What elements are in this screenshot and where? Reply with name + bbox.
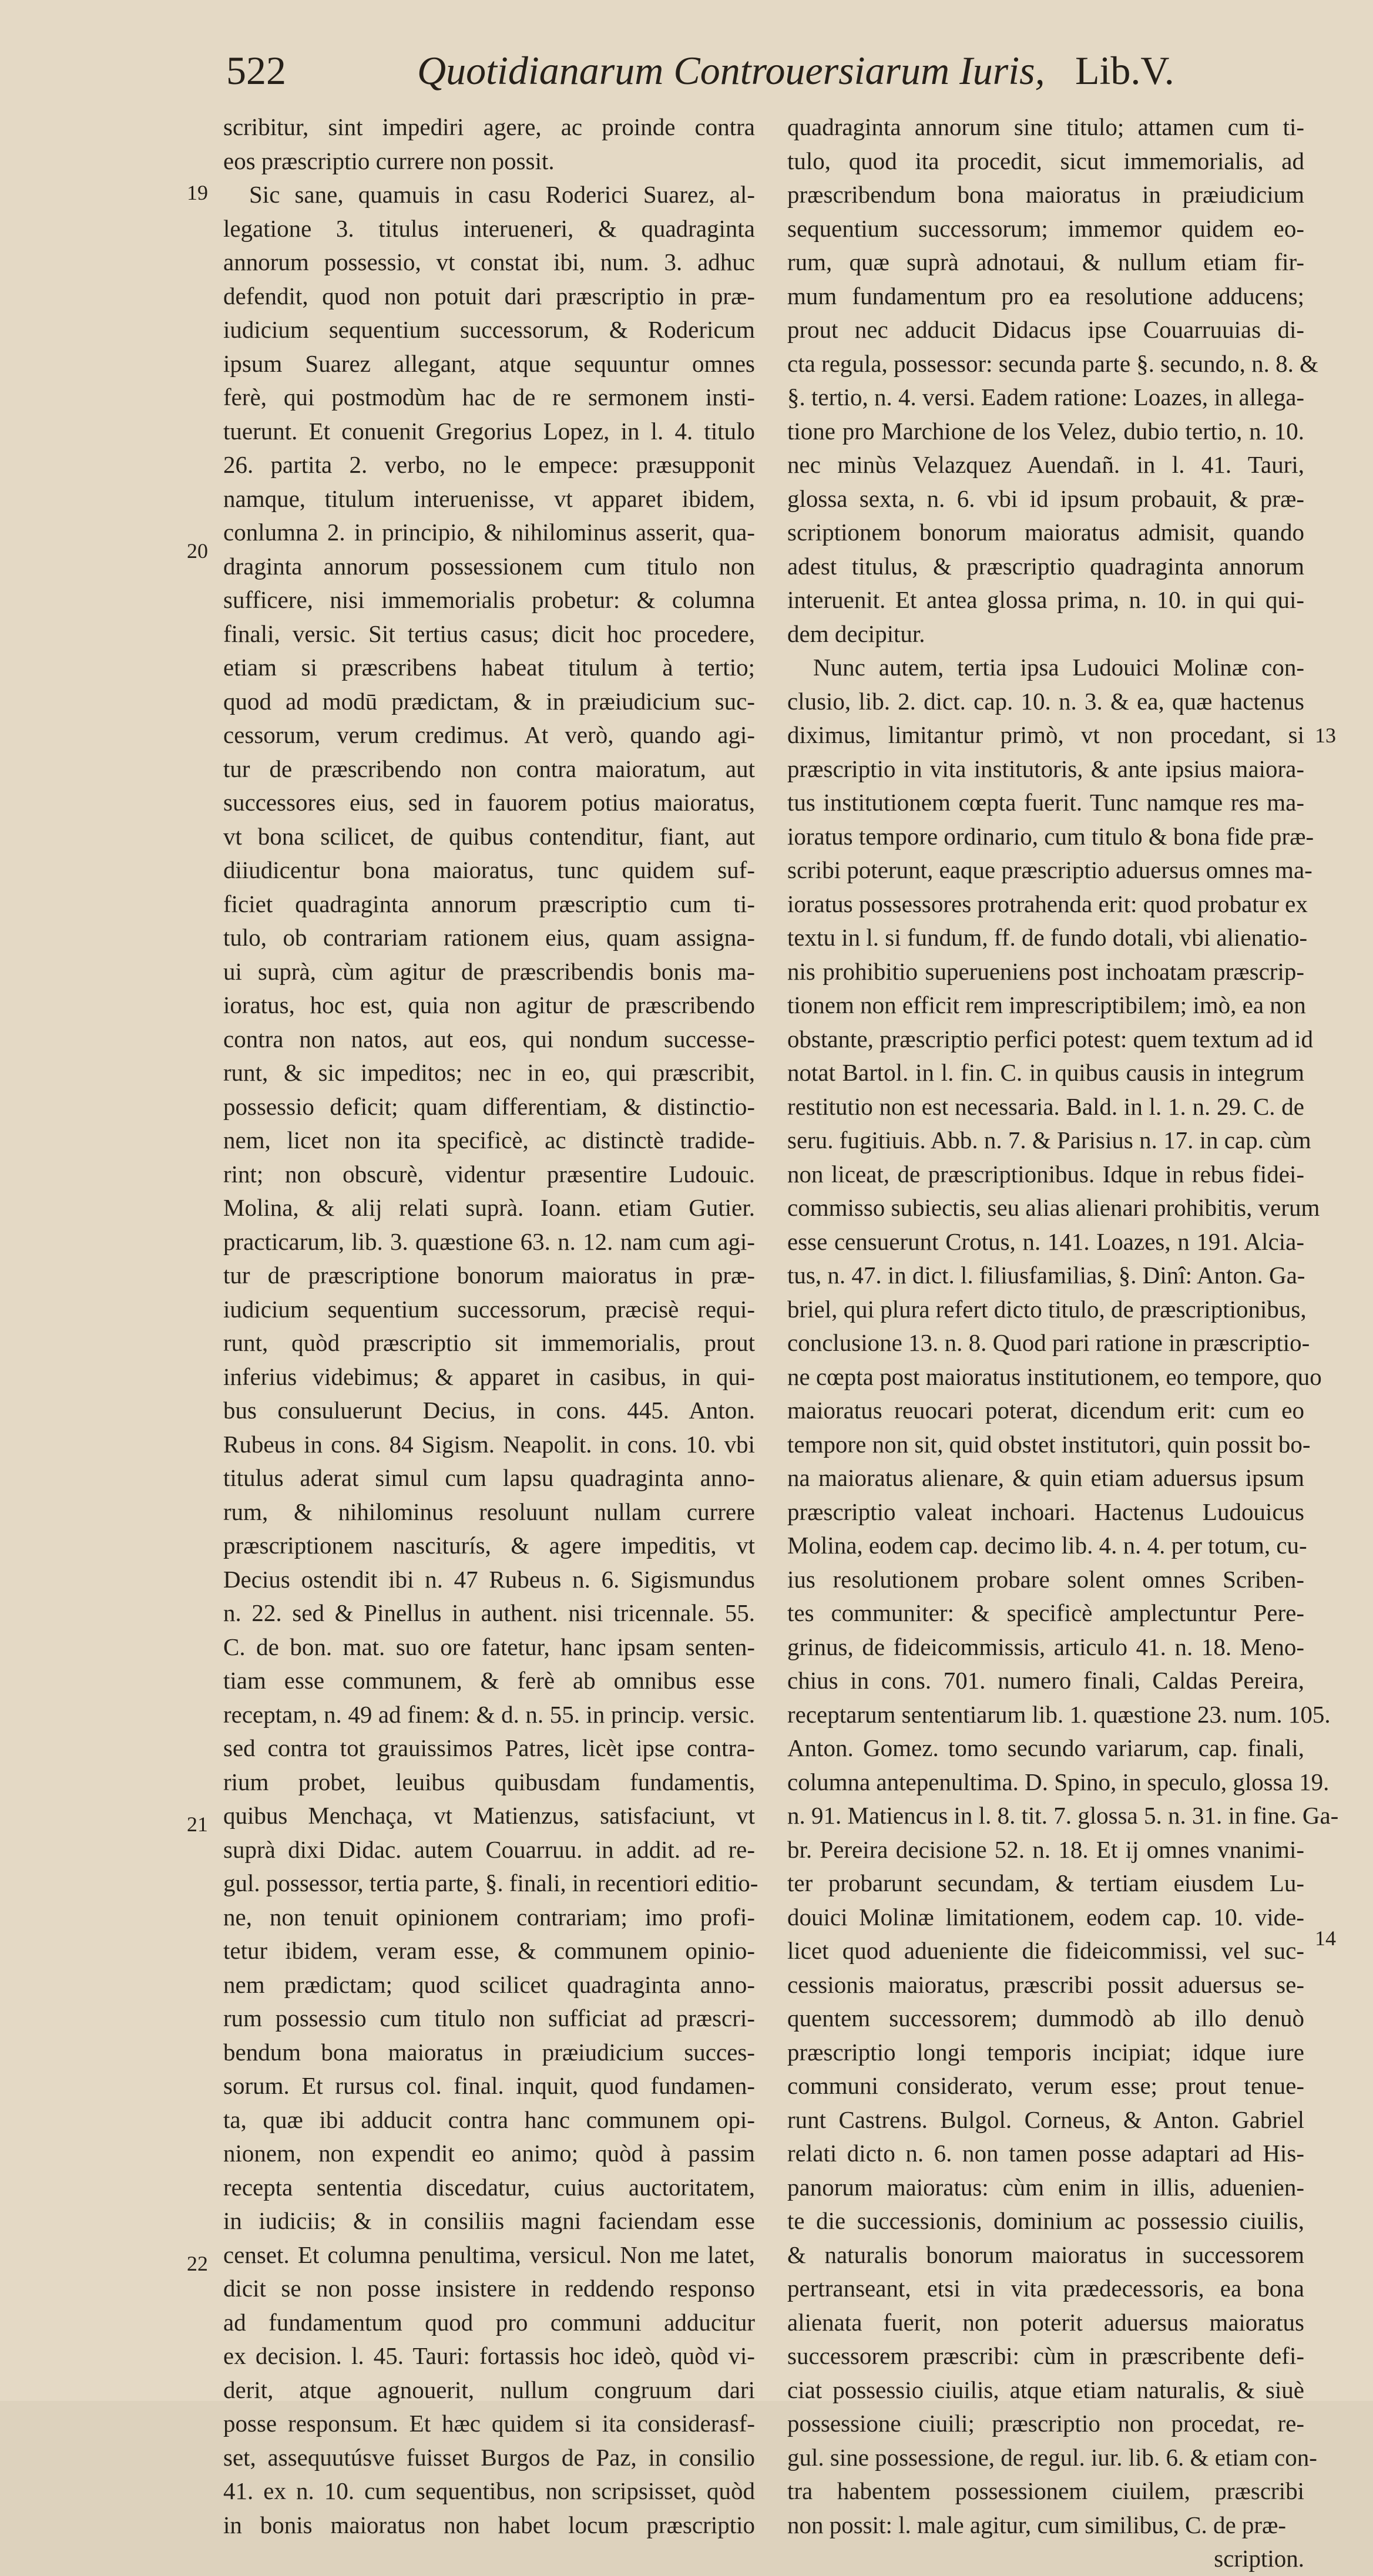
- text-line: præscriptio valeat inchoari. Hactenus Ludouicus: [787, 1498, 1304, 1525]
- text-line: columna antepenultima. D. Spino, in speculo, glossa 19.: [787, 1768, 1330, 1795]
- text-line: suprà dixi Didac. autem Couarruu. in addit. ad re-: [223, 1835, 755, 1863]
- book-number: Lib.V.: [1075, 48, 1174, 93]
- text-line: sequentium successorum; immemor quidem eo-: [787, 214, 1304, 242]
- text-line: eos præscriptio currere non possit.: [223, 147, 555, 174]
- text-line: seru. fugitiuis. Abb. n. 7. & Parisius n. 17. in cap. cùm: [787, 1126, 1311, 1154]
- text-line: iudicium sequentium successorum, præcisè requi-: [223, 1295, 755, 1323]
- text-line: Rubeus in cons. 84 Sigism. Neapolit. in cons. 10. vbi: [223, 1430, 755, 1458]
- text-line: rum, quæ suprà adnotaui, & nullum etiam fir-: [787, 248, 1304, 275]
- text-line: Sic sane, quamuis in casu Roderici Suarez, al-: [249, 181, 755, 208]
- text-line: mum fundamentum pro ea resolutione adducens;: [787, 282, 1304, 310]
- text-line: interuenit. Et antea glossa prima, n. 10. in qui qui-: [787, 586, 1304, 613]
- text-line: dicit se non posse insistere in reddendo responso: [223, 2275, 755, 2302]
- text-line: contra non natos, aut eos, qui nondum successe-: [223, 1025, 755, 1052]
- text-line: Decius ostendit ibi n. 47 Rubeus n. 6. Sigismundus: [223, 1565, 755, 1593]
- text-line: diximus, limitantur primò, vt non procedant, si: [787, 721, 1304, 748]
- text-line: rint; non obscurè, videntur præsentire Ludouic.: [223, 1160, 755, 1188]
- text-line: successores eius, sed in fauorem potius maioratus,: [223, 789, 755, 816]
- text-line: recepta sententia discedatur, cuius auctoritatem,: [223, 2173, 755, 2201]
- text-line: cta regula, possessor: secunda parte §. secundo, n. 8. &: [787, 349, 1319, 377]
- text-line: rium probet, leuibus quibusdam fundamentis,: [223, 1768, 755, 1795]
- margin-number: 22: [187, 2252, 208, 2275]
- text-line: rum possessio cum titulo non sufficiat ad præscri-: [223, 2005, 755, 2032]
- text-line: scribi poterunt, eaque præscriptio aduersus omnes ma-: [787, 856, 1312, 883]
- text-line: br. Pereira decisione 52. n. 18. Et ij omnes vnanimi-: [787, 1835, 1304, 1863]
- text-line: non liceat, de præscriptionibus. Idque in rebus fidei-: [787, 1160, 1304, 1188]
- text-line: ioratus tempore ordinario, cum titulo & bona fide præ-: [787, 822, 1314, 850]
- text-line: quadraginta annorum sine titulo; attamen cum ti-: [787, 113, 1304, 140]
- text-line: tetur ibidem, veram esse, & communem opinio-: [223, 1937, 755, 1964]
- text-line: quentem successorem; dummodò ab illo denuò: [787, 2005, 1304, 2032]
- text-line: tulo, ob contrariam rationem eius, quam assigna-: [223, 924, 755, 951]
- text-line: sed contra tot grauissimos Patres, licèt ipse contra-: [223, 1734, 755, 1761]
- text-line: conclusione 13. n. 8. Quod pari ratione in præscriptio-: [787, 1329, 1310, 1356]
- text-line: possessio deficit; quam differentiam, & distinctio-: [223, 1092, 755, 1120]
- text-line: bendum bona maioratus in præiudicium succes-: [223, 2038, 755, 2066]
- text-line: Anton. Gomez. tomo secundo variarum, cap. finali,: [787, 1734, 1304, 1761]
- text-line: tes communiter: & specificè amplectuntur Pere-: [787, 1599, 1304, 1626]
- text-line: C. de bon. mat. suo ore fatetur, hanc ipsam senten-: [223, 1633, 755, 1660]
- text-line: ioratus, hoc est, quia non agitur de præscribendo: [223, 991, 755, 1018]
- text-line: & naturalis bonorum maioratus in successorem: [787, 2241, 1304, 2268]
- text-line: pertranseant, etsi in vita prædecessoris, ea bona: [787, 2275, 1304, 2302]
- text-line: ipsum Suarez allegant, atque sequuntur omnes: [223, 349, 755, 377]
- text-line: chius in cons. 701. numero finali, Caldas Pereira,: [787, 1667, 1304, 1694]
- text-line: præscriptio in vita institutoris, & ante ipsius maiora-: [787, 755, 1304, 782]
- text-line: maioratus reuocari poterat, dicendum erit: cum eo: [787, 1397, 1304, 1424]
- text-line: cessorum, verum credimus. At verò, quando agi-: [223, 721, 755, 748]
- text-line: douici Molinæ limitationem, eodem cap. 10. vide-: [787, 1903, 1304, 1931]
- text-line: tionem non efficit rem imprescriptibilem; imò, ea non: [787, 991, 1306, 1018]
- text-line: 26. partita 2. verbo, no le empece: præsupponit: [223, 451, 755, 478]
- text-line: ne, non tenuit opinionem contrariam; imo profi-: [223, 1903, 755, 1931]
- text-line: na maioratus alienare, & quin etiam aduersus ipsum: [787, 1464, 1304, 1491]
- text-line: runt Castrens. Bulgol. Corneus, & Anton. Gabriel: [787, 2106, 1304, 2133]
- text-line: 41. ex n. 10. cum sequentibus, non scripsisset, quòd: [223, 2477, 755, 2504]
- text-line: derit, atque agnouerit, nullum congruum dari: [223, 2376, 755, 2403]
- margin-number: 21: [187, 1812, 208, 1836]
- text-line: tiam esse communem, & ferè ab omnibus esse: [223, 1667, 755, 1694]
- text-line: sufficere, nisi immemorialis probetur: & columna: [223, 586, 755, 613]
- text-line: commisso subiectis, seu alias alienari prohibitis, verum: [787, 1194, 1320, 1221]
- text-line: nis prohibitio superueniens post inchoatam præscrip-: [787, 957, 1304, 985]
- text-line: relati dicto n. 6. non tamen posse adaptari ad His-: [787, 2140, 1304, 2167]
- text-line: præscriptio longi temporis incipiat; idque iure: [787, 2038, 1304, 2066]
- text-line: bus consuluerunt Decius, in cons. 445. Anton.: [223, 1397, 755, 1424]
- text-line: diiudicentur bona maioratus, tunc quidem suf-: [223, 856, 755, 883]
- text-line: possessione ciuili; præscriptio non procedat, re-: [787, 2410, 1304, 2437]
- text-line: tempore non sit, quid obstet institutori, quin possit bo-: [787, 1430, 1311, 1458]
- running-title: Quotidianarum Controuersiarum Iuris,: [417, 48, 1045, 93]
- text-line: licet quod adueniente die fideicommissi, vel suc-: [787, 1937, 1304, 1964]
- text-line: adest titulus, & præscriptio quadraginta annorum: [787, 552, 1304, 580]
- text-line: §. tertio, n. 4. versi. Eadem ratione: Loazes, in allega-: [787, 384, 1305, 411]
- text-line: ciat possessio ciuilis, atque etiam naturalis, & siuè: [787, 2376, 1304, 2403]
- text-line: tus institutionem cœpta fuerit. Tunc namque res ma-: [787, 789, 1304, 816]
- text-line: restitutio non est necessaria. Bald. in l. 1. n. 29. C. de: [787, 1092, 1304, 1120]
- text-line: ui suprà, cùm agitur de præscribendis bonis ma-: [223, 957, 755, 985]
- text-line: conlumna 2. in principio, & nihilominus asserit, qua-: [223, 519, 755, 546]
- margin-number: 13: [1315, 724, 1336, 747]
- text-line: tulo, quod ita procedit, sicut immemorialis, ad: [787, 147, 1304, 174]
- text-line: successorem præscribi: cùm in præscribente defi-: [787, 2342, 1304, 2369]
- text-line: in bonis maioratus non habet locum præscriptio: [223, 2511, 755, 2538]
- text-line: scriptionem bonorum maioratus admisit, quando: [787, 519, 1304, 546]
- text-line: annorum possessio, vt constat ibi, num. 3. adhuc: [223, 248, 755, 275]
- text-line: prout nec adducit Didacus ipse Couarruuias di-: [787, 316, 1304, 343]
- text-line: briel, qui plura refert dicto titulo, de præscriptionibus,: [787, 1295, 1307, 1323]
- text-line: vt bona scilicet, de quibus contenditur, fiant, aut: [223, 822, 755, 850]
- text-line: panorum maioratus: cùm enim in illis, aduenien-: [787, 2173, 1304, 2201]
- text-line: receptarum sententiarum lib. 1. quæstione 23. num. 105.: [787, 1700, 1331, 1728]
- margin-number: 19: [187, 181, 208, 204]
- text-line: tur de præscribendo non contra maioratum, aut: [223, 755, 755, 782]
- text-line: præscriptionem nasciturís, & agere impeditis, vt: [223, 1532, 755, 1559]
- text-line: te die successionis, dominium ac possessio ciuilis,: [787, 2207, 1304, 2234]
- text-line: ius resolutionem probare solent omnes Scriben-: [787, 1565, 1304, 1593]
- text-line: ficiet quadraginta annorum præscriptio cum ti-: [223, 890, 755, 917]
- text-line: præscribendum bona maioratus in præiudicium: [787, 181, 1304, 208]
- text-line: draginta annorum possessionem cum titulo non: [223, 552, 755, 580]
- text-line: etiam si præscribens habeat titulum à tertio;: [223, 654, 755, 681]
- text-line: tuerunt. Et conuenit Gregorius Lopez, in l. 4. titulo: [223, 417, 755, 445]
- text-line: nec minùs Velazquez Auendañ. in l. 41. Tauri,: [787, 451, 1304, 478]
- text-line: tione pro Marchione de los Velez, dubio tertio, n. 10.: [787, 417, 1304, 445]
- text-line: Molina, eodem cap. decimo lib. 4. n. 4. per totum, cu-: [787, 1532, 1307, 1559]
- text-line: ioratus possessores protrahenda erit: quod probatur ex: [787, 890, 1308, 917]
- text-line: ad fundamentum quod pro communi adducitur: [223, 2308, 755, 2336]
- text-line: tur de præscriptione bonorum maioratus in præ-: [223, 1262, 755, 1289]
- text-line: iudicium sequentium successorum, & Rodericum: [223, 316, 755, 343]
- text-line: esse censuerunt Crotus, n. 141. Loazes, n 191. Alcia-: [787, 1228, 1304, 1255]
- text-line: scribitur, sint impediri agere, ac proinde contra: [223, 113, 755, 140]
- text-line: practicarum, lib. 3. quæstione 63. n. 12. nam cum agi-: [223, 1228, 755, 1255]
- text-line: dem decipitur.: [787, 620, 925, 647]
- text-line: tra habentem possessionem ciuilem, præscribi: [787, 2477, 1304, 2504]
- text-line: grinus, de fideicommissis, articulo 41. n. 18. Meno-: [787, 1633, 1304, 1660]
- text-line: notat Bartol. in l. fin. C. in quibus causis in integrum: [787, 1059, 1304, 1086]
- text-line: glossa sexta, n. 6. vbi id ipsum probauit, & præ-: [787, 485, 1304, 512]
- text-line: ta, quæ ibi adducit contra hanc communem opi-: [223, 2106, 755, 2133]
- margin-number: 14: [1315, 1926, 1336, 1950]
- text-line: censet. Et columna penultima, versicul. Non me latet,: [223, 2241, 755, 2268]
- text-line: rum, & nihilominus resoluunt nullam currere: [223, 1498, 755, 1525]
- text-line: textu in l. si fundum, ff. de fundo dotali, vbi alienatio-: [787, 924, 1308, 951]
- text-line: inferius videbimus; & apparet in casibus, in qui-: [223, 1363, 755, 1390]
- text-line: obstante, præscriptio perfici potest: quem textum ad id: [787, 1025, 1313, 1052]
- catchword: scription.: [1214, 2545, 1304, 2572]
- text-line: defendit, quod non potuit dari præscriptio in præ-: [223, 282, 755, 310]
- text-line: clusio, lib. 2. dict. cap. 10. n. 3. & ea, quæ hactenus: [787, 687, 1304, 715]
- text-line: n. 22. sed & Pinellus in authent. nisi tricennale. 55.: [223, 1599, 755, 1626]
- text-line: non possit: l. male agitur, cum similibus, C. de præ-: [787, 2511, 1287, 2538]
- text-line: gul. sine possessione, de regul. iur. lib. 6. & etiam con-: [787, 2443, 1317, 2471]
- text-line: quibus Menchaça, vt Matienzus, satisfaciunt, vt: [223, 1802, 755, 1829]
- text-line: n. 91. Matiencus in l. 8. tit. 7. glossa 5. n. 31. in fine. Ga-: [787, 1802, 1339, 1829]
- text-line: Nunc autem, tertia ipsa Ludouici Molinæ con-: [813, 654, 1304, 681]
- text-line: legatione 3. titulus interueneri, & quadraginta: [223, 214, 755, 242]
- text-line: alienata fuerit, non poterit aduersus maioratus: [787, 2308, 1304, 2336]
- right-column: [787, 110, 1339, 2572]
- text-line: communi considerato, verum esse; prout tenue-: [787, 2072, 1304, 2099]
- text-line: ter probarunt secundam, & tertiam eiusdem Lu-: [787, 1869, 1304, 1896]
- text-line: in iudiciis; & in consiliis magni faciendam esse: [223, 2207, 755, 2234]
- text-line: quod ad modū prædictam, & in præiudicium suc-: [223, 687, 755, 715]
- text-line: titulus aderat simul cum lapsu quadraginta anno-: [223, 1464, 755, 1491]
- page-number: 522: [226, 48, 286, 93]
- text-line: nionem, non expendit eo animo; quòd à passim: [223, 2140, 755, 2167]
- text-line: tus, n. 47. in dict. l. filiusfamilias, §. Dinî: Anton. Ga-: [787, 1262, 1305, 1289]
- text-line: runt, quòd præscriptio sit immemorialis, prout: [223, 1329, 755, 1356]
- text-line: ex decision. l. 45. Tauri: fortassis hoc ideò, quòd vi-: [223, 2342, 755, 2369]
- text-line: nem prædictam; quod scilicet quadraginta anno-: [223, 1970, 755, 1998]
- text-line: ferè, qui postmodùm hac de re sermonem insti-: [223, 384, 755, 411]
- text-line: ne cœpta post maioratus institutionem, eo tempore, quo: [787, 1363, 1322, 1390]
- text-line: cessionis maioratus, præscribi possit aduersus se-: [787, 1970, 1304, 1998]
- text-line: finali, versic. Sit tertius casus; dicit hoc procedere,: [223, 620, 755, 647]
- text-line: runt, & sic impeditos; nec in eo, qui præscribit,: [223, 1059, 755, 1086]
- text-line: set, assequutúsve fuisset Burgos de Paz, in consilio: [223, 2443, 755, 2471]
- text-line: receptam, n. 49 ad finem: & d. n. 55. in princip. versic.: [223, 1700, 755, 1728]
- left-column: [223, 110, 758, 2538]
- text-line: Molina, & alij relati suprà. Ioann. etiam Gutier.: [223, 1194, 755, 1221]
- running-header: [226, 35, 1278, 106]
- text-line: nem, licet non ita specificè, ac distinctè tradide-: [223, 1126, 755, 1154]
- text-line: posse responsum. Et hæc quidem si ita considerasf-: [223, 2410, 755, 2437]
- text-line: namque, titulum interuenisse, vt apparet ibidem,: [223, 485, 755, 512]
- text-line: gul. possessor, tertia parte, §. finali, in recentiori editio-: [223, 1869, 758, 1896]
- margin-number: 20: [187, 539, 208, 563]
- text-line: sorum. Et rursus col. final. inquit, quod fundamen-: [223, 2072, 755, 2099]
